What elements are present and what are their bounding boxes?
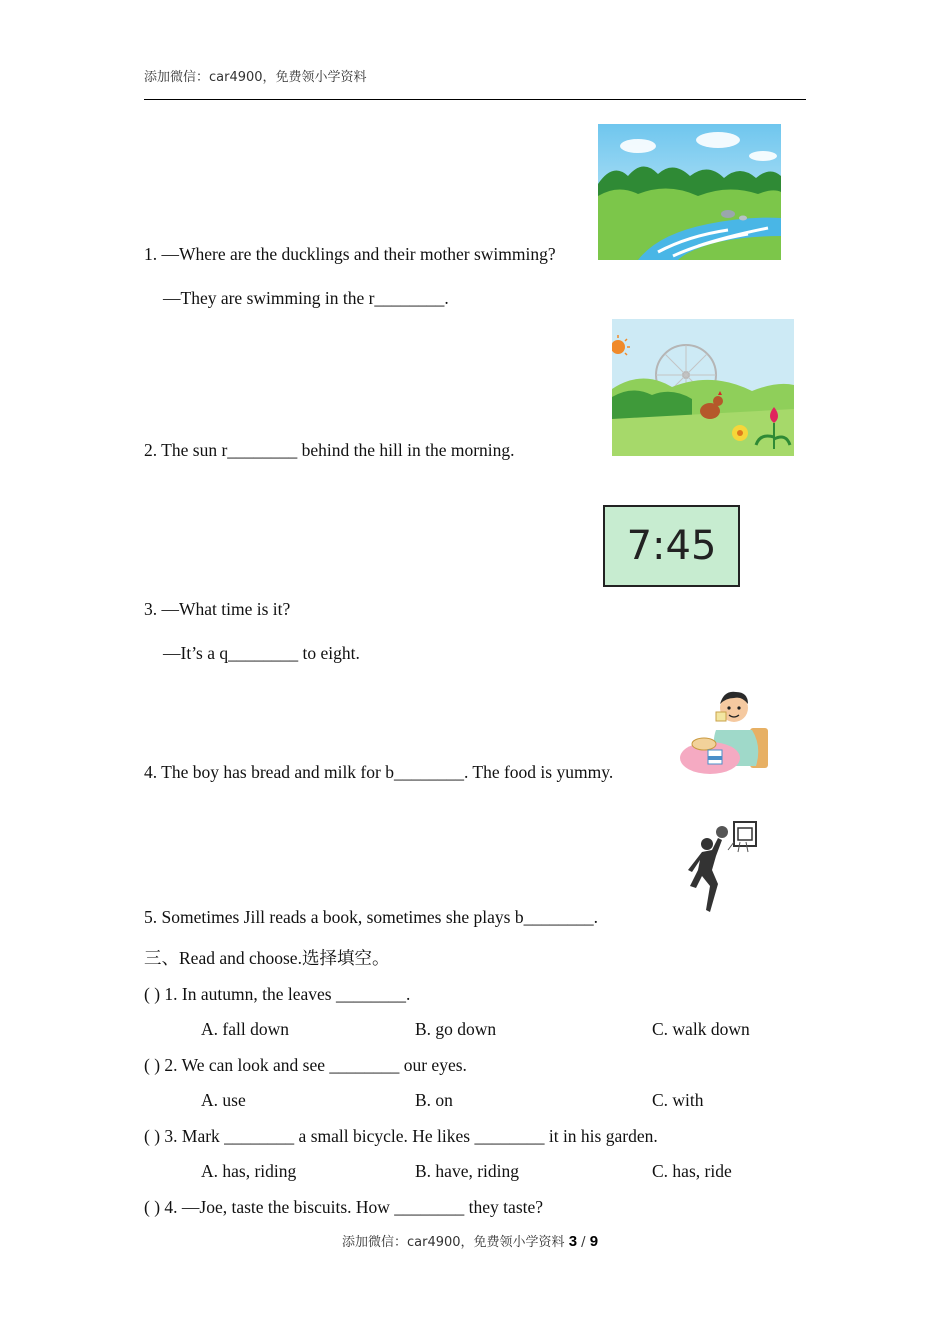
fill-in-answer-1: —They are swimming in the r________. — [163, 288, 449, 308]
basketball-player-icon — [682, 820, 758, 914]
choice-option: C. has, ride — [652, 1161, 732, 1181]
section-title: 三、Read and choose.选择填空。 — [144, 948, 390, 968]
fill-in-question-5: 5. Sometimes Jill reads a book, sometimes she plays b________. — [144, 907, 598, 927]
choice-question-1: ( ) 1. In autumn, the leaves ________. — [144, 984, 411, 1004]
choice-option: A. use — [201, 1090, 246, 1110]
fill-in-question-1: 1. —Where are the ducklings and their mother swimming? — [144, 244, 556, 264]
footer-text: 添加微信：car4900，免费领小学资料 — [342, 1235, 565, 1250]
page-separator: / — [577, 1235, 590, 1250]
choice-option: C. walk down — [652, 1019, 750, 1039]
choice-question-2: ( ) 2. We can look and see ________ our eyes. — [144, 1055, 467, 1075]
breakfast-boy-illustration — [680, 686, 772, 778]
choice-option: B. on — [415, 1090, 453, 1110]
fill-in-question-2: 2. The sun r________ behind the hill in the morning. — [144, 440, 515, 460]
fill-in-question-3: 3. —What time is it? — [144, 599, 291, 619]
fill-in-question-4: 4. The boy has bread and milk for b________. The food is yummy. — [144, 762, 614, 782]
sunrise-park-illustration — [612, 319, 794, 456]
choice-question-4: ( ) 4. —Joe, taste the biscuits. How ________ they taste? — [144, 1197, 544, 1217]
footer — [342, 1231, 598, 1250]
choice-question-3: ( ) 3. Mark ________ a small bicycle. He likes ________ it in his garden. — [144, 1126, 658, 1146]
fill-in-answer-3: —It’s a q________ to eight. — [163, 643, 360, 663]
page-number: 3 — [568, 1233, 578, 1250]
header-text: 添加微信：car4900，免费领小学资料 — [144, 70, 367, 85]
digital-clock: 7:45 — [603, 505, 740, 587]
page-total: 9 — [589, 1233, 599, 1250]
choice-option: C. with — [652, 1090, 704, 1110]
choice-option: B. go down — [415, 1019, 497, 1039]
choice-option: A. has, riding — [201, 1161, 297, 1181]
header-rule — [144, 99, 806, 100]
river-illustration — [598, 124, 781, 260]
choice-option: A. fall down — [201, 1019, 289, 1039]
choice-option: B. have, riding — [415, 1161, 520, 1181]
